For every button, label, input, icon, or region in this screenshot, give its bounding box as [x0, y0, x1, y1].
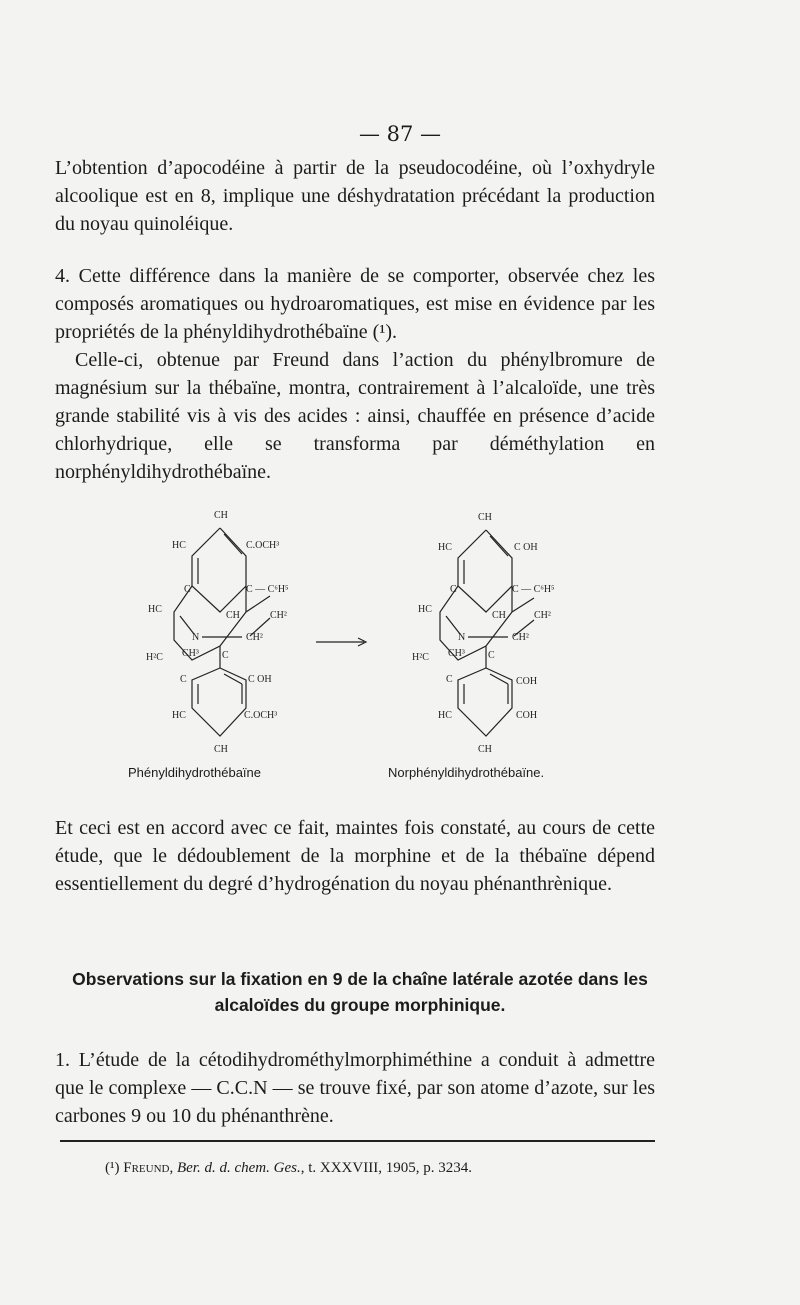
left-label-c2: C [222, 650, 229, 661]
right-label-coh-top: C OH [514, 542, 538, 553]
right-label-hc1: HC [438, 542, 452, 553]
paragraph-2: 4. Cette différence dans la manière de se comporter, observée chez les composés aromatiques ou hydroaromatiques, est mise en évidence par les propriétés de la phényldihydrothébaïne (¹). [55, 265, 655, 343]
right-structure [412, 512, 555, 755]
right-label-hc3: HC [438, 710, 452, 721]
left-label-ch: CH [226, 610, 240, 621]
caption-left: Phényldihydrothébaïne [128, 765, 261, 780]
left-label-coch3b: C.OCH³ [244, 710, 278, 721]
paragraph-5: 1. L’étude de la cétodihydrométhylmorphiméthine a conduit à admettre que le complexe — C.C.N — se trouve fixé, par son atome d’azote, sur les carbones 9 ou 10 du phénanthrène. [55, 1049, 655, 1127]
left-label-ch2a: CH² [270, 610, 287, 621]
footnote-ref: , t. XXXVIII, 1905, p. 3234. [300, 1160, 472, 1176]
chemical-structures-figure [120, 500, 640, 762]
left-label-ch3: CH³ [182, 648, 199, 659]
right-label-ch2a: CH² [534, 610, 551, 621]
right-label-c2: C [488, 650, 495, 661]
right-label-ch2b: CH² [512, 632, 529, 643]
left-label-coch3: C.OCH³ [246, 540, 280, 551]
right-label-c3: C [446, 674, 453, 685]
right-label-bot-ch: CH [478, 744, 492, 755]
left-label-n: N [192, 632, 200, 643]
right-label-n: N [458, 632, 466, 643]
section-heading: Observations sur la fixation en 9 de la chaîne latérale azotée dans les alcaloïdes du groupe morphinique. [72, 969, 648, 1015]
left-label-coh: C OH [248, 674, 272, 685]
reaction-arrow [316, 638, 366, 646]
left-label-bot-ch: CH [214, 744, 228, 755]
left-label-top-ch: CH [214, 510, 228, 521]
right-label-ch: CH [492, 610, 506, 621]
footnote-rule [60, 1140, 655, 1142]
left-structure [146, 510, 289, 755]
left-label-c3: C [180, 674, 187, 685]
right-label-cc6h5: C — C⁶H⁵ [512, 584, 555, 595]
right-label-h2c: H²C [412, 652, 429, 663]
left-label-hc2: HC [148, 604, 162, 615]
paragraph-4: Et ceci est en accord avec ce fait, maintes fois constaté, au cours de cette étude, que le dédoublement de la morphine et de la thébaïne dépend essentiellement du degré d’hydrogénation du noyau phénanthrènique. [55, 817, 655, 895]
right-label-hc2: HC [418, 604, 432, 615]
footnote: (¹) Freund, Ber. d. d. chem. Ges., t. XXXVIII, 1905, p. 3234. [105, 1160, 472, 1176]
left-label-ch2b: CH² [246, 632, 263, 643]
right-label-c1: C [450, 584, 457, 595]
paragraph-1: L’obtention d’apocodéine à partir de la pseudocodéine, où l’oxhydryle alcoolique est en 8, implique une déshydratation précédant la production du noyau quinoléique. [55, 157, 655, 235]
footnote-author: Freund [123, 1160, 170, 1176]
right-label-coh2: COH [516, 710, 538, 721]
footnote-mark: (¹) [105, 1160, 120, 1176]
right-label-top-ch: CH [478, 512, 492, 523]
left-label-cc6h5: C — C⁶H⁵ [246, 584, 289, 595]
footnote-journal: Ber. d. d. chem. Ges. [176, 1160, 301, 1176]
paragraph-3: Celle-ci, obtenue par Freund dans l’action du phénylbromure de magnésium sur la thébaïne, montra, contrairement à l’alcaloïde, une très grande stabilité vis à vis des acides : ainsi, chauffée en présence d’acide chlorhydrique, elle se transforma par déméthylation en norphényldihydrothébaïne. [55, 349, 655, 483]
caption-right: Norphényldihydrothébaïne. [388, 765, 545, 780]
left-label-hc3: HC [172, 710, 186, 721]
right-label-ch3: CH³ [448, 648, 465, 659]
left-label-hc1: HC [172, 540, 186, 551]
left-label-c1: C [184, 584, 191, 595]
left-label-h2c: H²C [146, 652, 163, 663]
page-number: — 87 — [358, 122, 442, 146]
right-label-coh1: COH [516, 676, 538, 687]
